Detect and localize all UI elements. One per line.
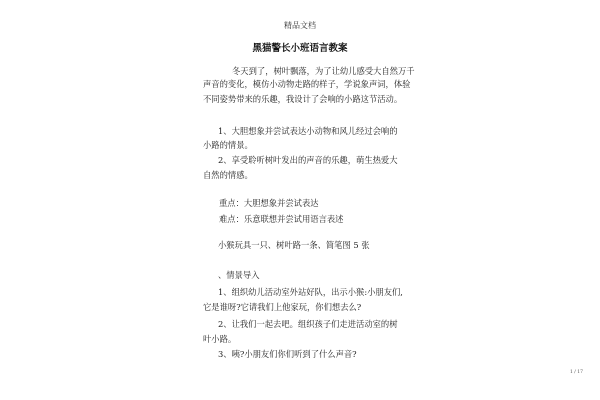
materials: 小猴玩具一只、树叶路一条、简笔图 5 张 [218,240,370,250]
goal-line: 小路的情景。 [203,140,253,150]
intro-line: 声音的变化，模仿小动物走路的样子，学说象声词，体验 [203,79,411,89]
goal-line: 2、享受聆听树叶发出的声音的乐趣，萌生热爱大 [218,155,398,165]
intro-line: 冬天到了，树叶飘落，为了让幼儿感受大自然万千 [232,66,415,76]
goal-line: 自然的情感。 [203,170,253,180]
process-line: 叶小路。 [203,334,237,344]
document-title: 黑猫警长小班语言教案 [252,43,348,54]
difficult-point: 难点：乐意联想并尝试用语言表述 [219,214,344,224]
page-header: 精品文档 [284,21,316,30]
page-number: 1 / 17 [570,370,583,375]
process-line: 它是谁呀?它请我们上他家玩，你们想去么? [203,302,362,312]
process-line: 2、让我们一起去吧。组织孩子们走进活动室的树 [218,319,398,329]
key-point: 重点：大胆想象并尝试表达 [219,198,319,208]
process-line: 1、组织幼儿活动室外站好队，出示小猴:小朋友们, [218,287,403,297]
process-line: 3、咦?小朋友们你们听到了什么声音? [218,349,357,359]
process-heading: 、情景导入 [218,270,260,280]
intro-line: 不同姿势带来的乐趣，我设计了会响的小路这节活动。 [203,94,403,104]
goal-line: 1、大胆想象并尝试表达小动物和风儿经过会响的 [218,126,398,136]
